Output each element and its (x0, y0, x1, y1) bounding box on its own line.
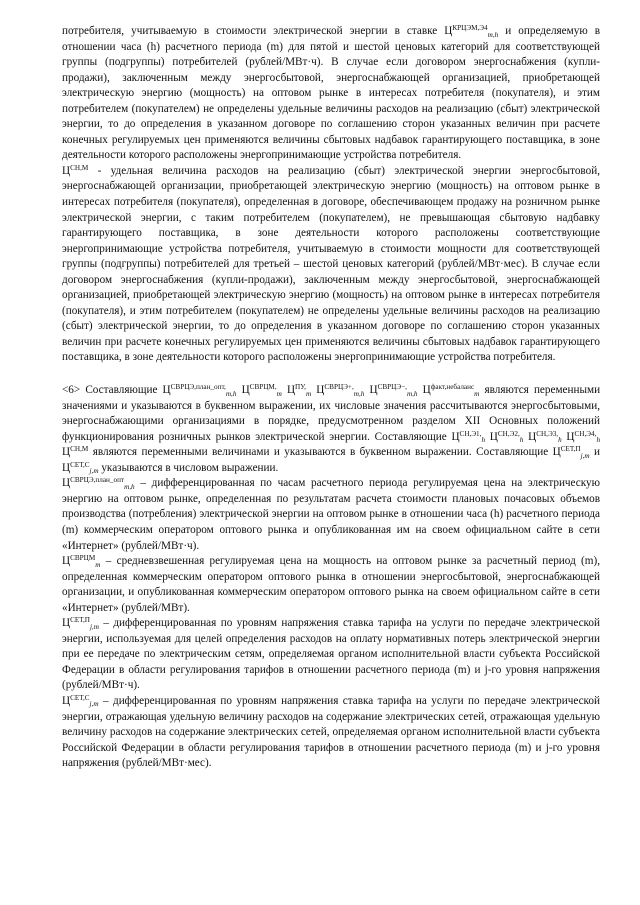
definition-paragraph: $Ц^{СВРЦЭ,план\_опт}_{m,h}$ – дифференцированная по часам расчетного периода регулируемая цена на электрическую энергию на оптовом рынке, определенная по результатам расчета стоимости плановых почасовых объемов производства (потребления) электрической энергии на оптовом рынке в отношении часа (h) расчетного периода (m) коммерческим оператором оптового рынка и опубликованная им на своем официальном сайте в сети «Интернет» (рублей/МВт·ч). (62, 476, 600, 552)
formula-symbol: $Ц^{КРЦЭМ,Э4}_{m,h}$ (444, 24, 499, 39)
formula-symbol: $Ц^{СН,Э3,}_h$ (528, 429, 562, 445)
definition-paragraph: $Ц^{СЕТ,П}_{j,m}$ – дифференцированная по уровням напряжения ставка тарифа на услуги по передаче электрической энергии, используемая для целей определения расходов на оплату нормативных потерь электрической энергии при ее передаче по электрическим сетям, определяемая органом исполнительной власти субъекта Российской Федерации в области регулирования тарифов в отношении расчетного периода (m) и j-го уровня напряжения (рублей/МВт·ч). (62, 616, 600, 692)
definition-paragraph: $Ц^{СВРЦМ}_m$ – средневзвешенная регулируемая цена на мощность на оптовом рынке за расчетный период (m), определенная коммерческим оператором оптового рынка в отношении энергосбытовой, энергоснабжающей организации, и опубликованная коммерческим оператором оптового рынка на своем официальном сайте в сети «Интернет» (рублей/МВт). (62, 554, 600, 614)
formula-symbol: $Ц^{СЕТ,С}_{j,m}$ (62, 460, 99, 476)
formula-symbol: $Ц^{СН,М}$ (62, 445, 89, 459)
formula-symbol: $Ц^{СВРЦЭ-,}_{m,h}$ (369, 383, 418, 398)
formula-symbol: $Ц^{СН,Э1,}_h$ (451, 429, 486, 445)
formula-symbol: $Ц^{СЕТ,П}_{j,m}$ (552, 445, 590, 460)
paragraph-gap (62, 366, 600, 383)
note-paragraph: <6> Составляющие $Ц^{СВРЦЭ,план\_опт,}_{m,h}$ $Ц^{СВРЦМ,}_m$ $Ц^{ПУ,}_m$ $Ц^{СВРЦЭ+,}_{m,h}$ $Ц^{СВРЦЭ-,}_{m,h}$ $Ц^{факт,небаланс}_m$ являются переменными значениями и указываются в буквенном выражении, их числовые значения рассчитываются энергосбытовыми, энергоснабжающими организациями в порядке, предусмотренном разделом XII Основных положений функционирования розничных рынков электрической энергии. Составляющие $Ц^{СН,Э1,}_h$ $Ц^{СН,Э2,}_h$ $Ц^{СН,Э3,}_h$ $Ц^{СН,Э4,}_h$ $Ц^{СН,М}$ являются переменными величинами и указываются в буквенном выражении. Составляющие $Ц^{СЕТ,П}_{j,m}$ и $Ц^{СЕТ,С}_{j,m}$ указываются в числовом выражении. (62, 383, 601, 476)
formula-symbol: $Ц^{СН,Э2,}_h$ (489, 429, 524, 445)
definition-paragraph: $Ц^{СЕТ,С}_{j,m}$ – дифференцированная по уровням напряжения ставка тарифа на услуги по передаче электрической энергии, отражающая удельную величину расходов на содержание электрических сетей, отражающая удельную величину расходов на содержание электрических сетей, определяемая органом исполнительной власти субъекта Российской Федерации в области регулирования тарифов в отношении расчетного периода (m) и j-го уровня напряжения (рублей/МВт·мес). (62, 694, 600, 770)
formula-symbol: $Ц^{СВРЦЭ,план\_опт}_{m,h}$ (62, 476, 135, 491)
formula-symbol: $Ц^{ПУ,}_m$ (286, 383, 312, 398)
formula-symbol: $Ц^{СВРЦМ,}_m$ (241, 383, 282, 398)
paragraph: $Ц^{СН,М}$ - удельная величина расходов на реализацию (сбыт) электрической энергии энергосбытовой, энергоснабжающей организации, приобретающей электрическую энергию (мощность) на оптовом рынке в интересах потребителя (покупателя), определенная в договоре, обеспечивающем продажу на розничном рынке электрической энергии, с таким потребителем (покупателем), не превышающая сбытовую надбавку гарантирующего поставщика, в зоне деятельности которого расположены соответствующие энергопринимающие устройства потребителя, учитываемую в стоимости мощности для соответствующей группы (подгруппы) потребителей для третьей – шестой ценовых категорий (рублей/МВт·мес). В случае если договором энергоснабжения (купли-продажи), заключенным между энергосбытовой, энергоснабжающей организацией, приобретающей электрическую энергию (мощность) на оптовом рынке в интересах потребителя (покупателя), и этим потребителем (покупателем) не определены удельные величины расходов на реализацию (сбыт) электрической энергии, то до определения в указанном договоре по соглашению сторон указанных величин при расчете конечных регулируемых цен применяются величины сбытовых надбавок гарантирующего поставщика, в зоне деятельности которого расположены энергопринимающие устройства потребителя. (62, 163, 600, 364)
formula-symbol: $Ц^{СВРЦЭ,план\_опт,}_{m,h}$ (162, 383, 237, 398)
formula-symbol: $Ц^{СВРЦЭ+,}_{m,h}$ (316, 383, 365, 398)
formula-symbol: $Ц^{СН,М}$ (62, 163, 89, 177)
formula-symbol: $Ц^{СН,Э4,}_h$ (566, 429, 601, 445)
formula-symbol: $Ц^{факт,небаланс}_m$ (422, 383, 480, 398)
formula-symbol: $Ц^{СЕТ,С}_{j,m}$ (62, 694, 99, 709)
formula-symbol: $Ц^{СВРЦМ}_m$ (62, 554, 101, 569)
formula-symbol: $Ц^{СЕТ,П}_{j,m}$ (62, 616, 99, 631)
paragraph: потребителя, учитываемую в стоимости электрической энергии в ставке $Ц^{КРЦЭМ,Э4}_{m,h}$ и определяемую в отношении часа (h) расчетного периода (m) для пятой и шестой ценовых категорий для соответствующей группы (подгруппы) потребителей (рублей/МВт·ч). В случае если договором энергоснабжения (купли-продажи), заключенным между энергосбытовой, энергоснабжающей организацией, приобретающей электрическую энергию (мощность) на оптовом рынке в интересах потребителя (покупателя), и этим потребителем (покупателем) не определены удельные величины расходов на реализацию (сбыт) электрической энергии, то до определения в указанном договоре по соглашению сторон указанных величин при расчете конечных регулируемых цен применяются величины сбытовых надбавок гарантирующего поставщика, в зоне деятельности которого расположены энергопринимающие устройства потребителя. (62, 24, 600, 162)
